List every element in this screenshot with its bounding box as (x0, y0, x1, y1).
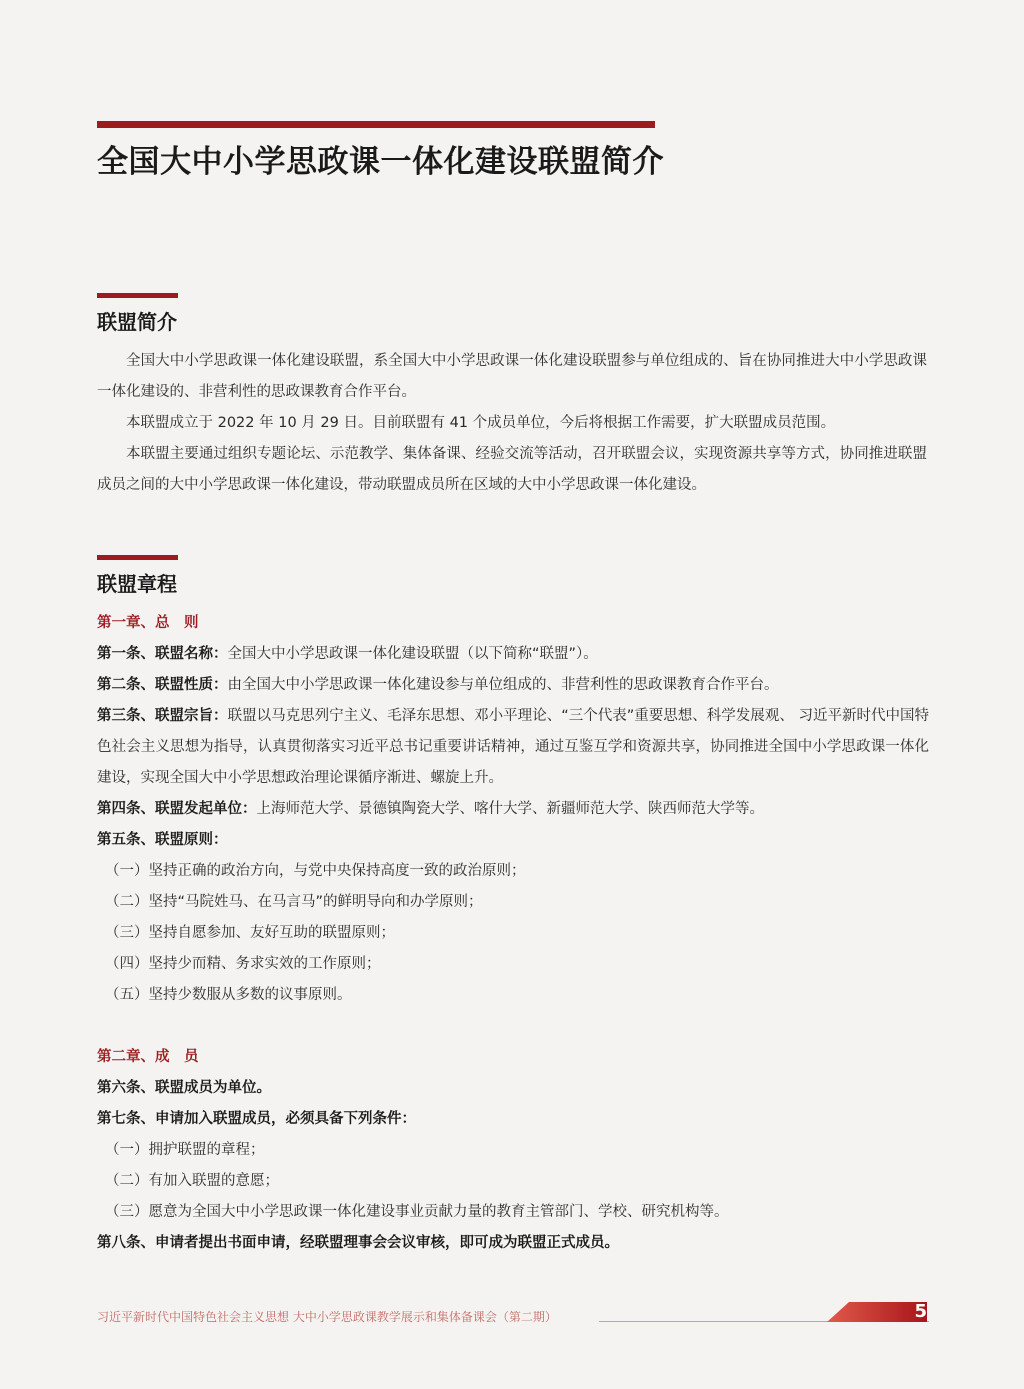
page-title: 全国大中小学思政课一体化建设联盟简介 (97, 144, 664, 180)
page-number: 5 (914, 1301, 927, 1322)
intro-paragraph: 本联盟主要通过组织专题论坛、示范教学、集体备课、经验交流等活动，召开联盟会议，实现资源共享等方式，协同推进联盟成员之间的大中小学思政课一体化建设，带动联盟成员所在区域的大中小学思政课一体化建设。 (97, 446, 927, 493)
list-item: （一）坚持正确的政治方向，与党中央保持高度一致的政治原则； (105, 863, 526, 879)
list-item: （二）有加入联盟的意愿； (105, 1173, 279, 1189)
section-heading-charter: 联盟章程 (97, 572, 177, 596)
list-item: （二）坚持“马院姓马、在马言马”的鲜明导向和办学原则； (105, 894, 483, 910)
article-text: 联盟以马克思列宁主义、毛泽东思想、邓小平理论、“三个代表”重要思想、科学发展观、 习近平新时代中国特色社会主义思想为指导，认真贯彻落实习近平总书记重要讲话精神，通过互鉴互学和资源共享，协同推进全国中小学思政课一体化建设，实现全国大中小学思想政治理论课循序渐进、螺旋上升。 (97, 708, 929, 786)
article (97, 701, 929, 794)
article-text: 由全国大中小学思政课一体化建设参与单位组成的、非营利性的思政课教育合作平台。 (227, 677, 779, 693)
page-footer (97, 1300, 927, 1326)
article-label: 第二条、联盟性质： (97, 677, 228, 693)
article: 第七条、申请加入联盟成员，必须具备下列条件： (97, 1111, 416, 1127)
article-label: 第四条、联盟发起单位： (97, 801, 257, 817)
spacer (97, 1011, 929, 1042)
article (97, 670, 929, 701)
article: 第六条、联盟成员为单位。 (97, 1080, 271, 1096)
article: 第八条、申请者提出书面申请，经联盟理事会会议审核，即可成为联盟正式成员。 (97, 1235, 619, 1251)
article (97, 639, 929, 670)
article (97, 794, 929, 825)
list-item: （五）坚持少数服从多数的议事原则。 (105, 987, 352, 1003)
list-item: （四）坚持少而精、务求实效的工作原则； (105, 956, 381, 972)
intro-paragraph: 全国大中小学思政课一体化建设联盟，系全国大中小学思政课一体化建设联盟参与单位组成的、旨在协同推进大中小学思政课一体化建设的、非营利性的思政课教育合作平台。 (97, 353, 927, 400)
article-label: 第五条、联盟原则： (97, 832, 228, 848)
list-item: （三）愿意为全国大中小学思政课一体化建设事业贡献力量的教育主管部门、学校、研究机构等。 (105, 1204, 729, 1220)
list-item: （一）拥护联盟的章程； (105, 1142, 265, 1158)
article-text: 上海师范大学、景德镇陶瓷大学、喀什大学、新疆师范大学、陕西师范大学等。 (256, 801, 764, 817)
article-label: 第一条、联盟名称： (97, 646, 228, 662)
article-text: 全国大中小学思政课一体化建设联盟（以下简称“联盟”）。 (227, 646, 598, 662)
list-item: （三）坚持自愿参加、友好互助的联盟原则； (105, 925, 395, 941)
intro-paragraph: 本联盟成立于 2022 年 10 月 29 日。目前联盟有 41 个成员单位，今后将根据工作需要，扩大联盟成员范围。 (126, 415, 836, 431)
section-heading-intro: 联盟简介 (97, 310, 177, 334)
chapter-heading: 第一章、总 则 (97, 615, 199, 631)
footer-caption: 习近平新时代中国特色社会主义思想 大中小学思政课教学展示和集体备课会（第二期） (97, 1310, 557, 1324)
intro-body (97, 346, 927, 501)
section-accent-bar (97, 555, 178, 560)
article-label: 第三条、联盟宗旨： (97, 708, 228, 724)
title-accent-bar (97, 121, 655, 128)
charter-body (97, 608, 929, 1259)
chapter-heading: 第二章、成 员 (97, 1049, 199, 1065)
section-accent-bar (97, 293, 178, 298)
